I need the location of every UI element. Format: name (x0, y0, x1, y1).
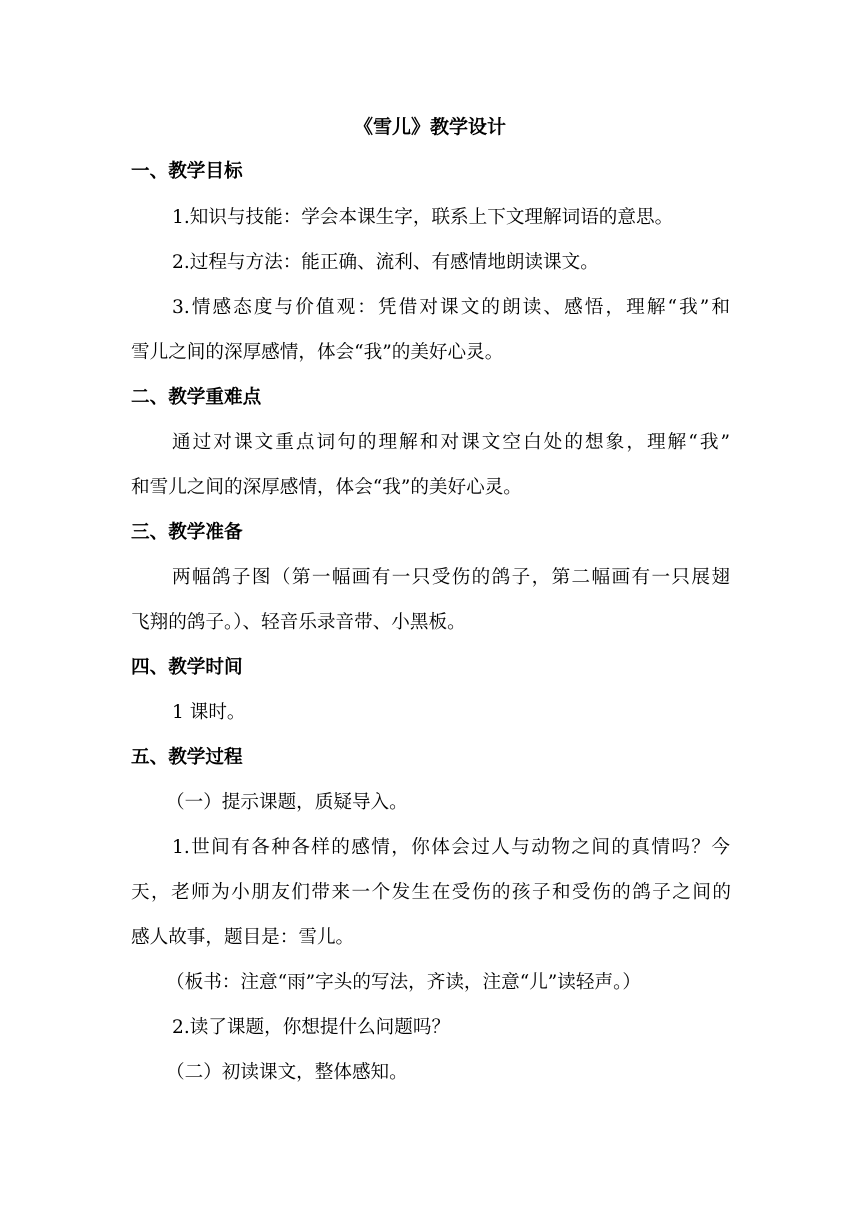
preparation-line-1: 两幅鸽子图（第一幅画有一只受伤的鸽子，第二幅画有一只展翅 (172, 567, 730, 588)
section-heading-goals: 一、教学目标 (131, 161, 243, 182)
process-paragraph-1-line-3: 感人故事，题目是：雪儿。 (131, 927, 355, 948)
process-step-2: （二）初读课文，整体感知。 (166, 1062, 408, 1083)
process-step-1: （一）提示课题，质疑导入。 (166, 792, 408, 813)
key-points-line-1: 通过对课文重点词句的理解和对课文空白处的想象，理解“我” (172, 432, 730, 453)
process-blackboard-note: （板书：注意“雨”字头的写法，齐读，注意“儿”读轻声。） (166, 972, 641, 993)
process-paragraph-1-line-2: 天，老师为小朋友们带来一个发生在受伤的孩子和受伤的鸽子之间的 (131, 882, 731, 903)
goal-item-1: 1.知识与技能：学会本课生字，联系上下文理解词语的意思。 (172, 207, 674, 228)
section-heading-preparation: 三、教学准备 (131, 522, 243, 543)
section-heading-key-points: 二、教学重难点 (131, 387, 262, 408)
time-text: 1 课时。 (172, 702, 246, 723)
goal-item-3-line-1: 3.情感态度与价值观：凭借对课文的朗读、感悟，理解“我”和 (172, 297, 730, 318)
process-paragraph-1-line-1: 1.世间有各种各样的感情，你体会过人与动物之间的真情吗？今 (172, 837, 730, 858)
preparation-line-2: 飞翔的鸽子。）、轻音乐录音带、小黑板。 (131, 612, 466, 633)
document-title: 《雪儿》教学设计 (353, 116, 506, 138)
goal-item-2: 2.过程与方法：能正确、流利、有感情地朗读课文。 (172, 252, 599, 273)
key-points-line-2: 和雪儿之间的深厚感情，体会“我”的美好心灵。 (131, 477, 522, 498)
section-heading-time: 四、教学时间 (131, 657, 243, 678)
section-heading-process: 五、教学过程 (131, 747, 243, 768)
process-paragraph-2: 2.读了课题，你想提什么问题吗？ (172, 1017, 451, 1038)
goal-item-3-line-2: 雪儿之间的深厚感情，体会“我”的美好心灵。 (131, 342, 504, 363)
